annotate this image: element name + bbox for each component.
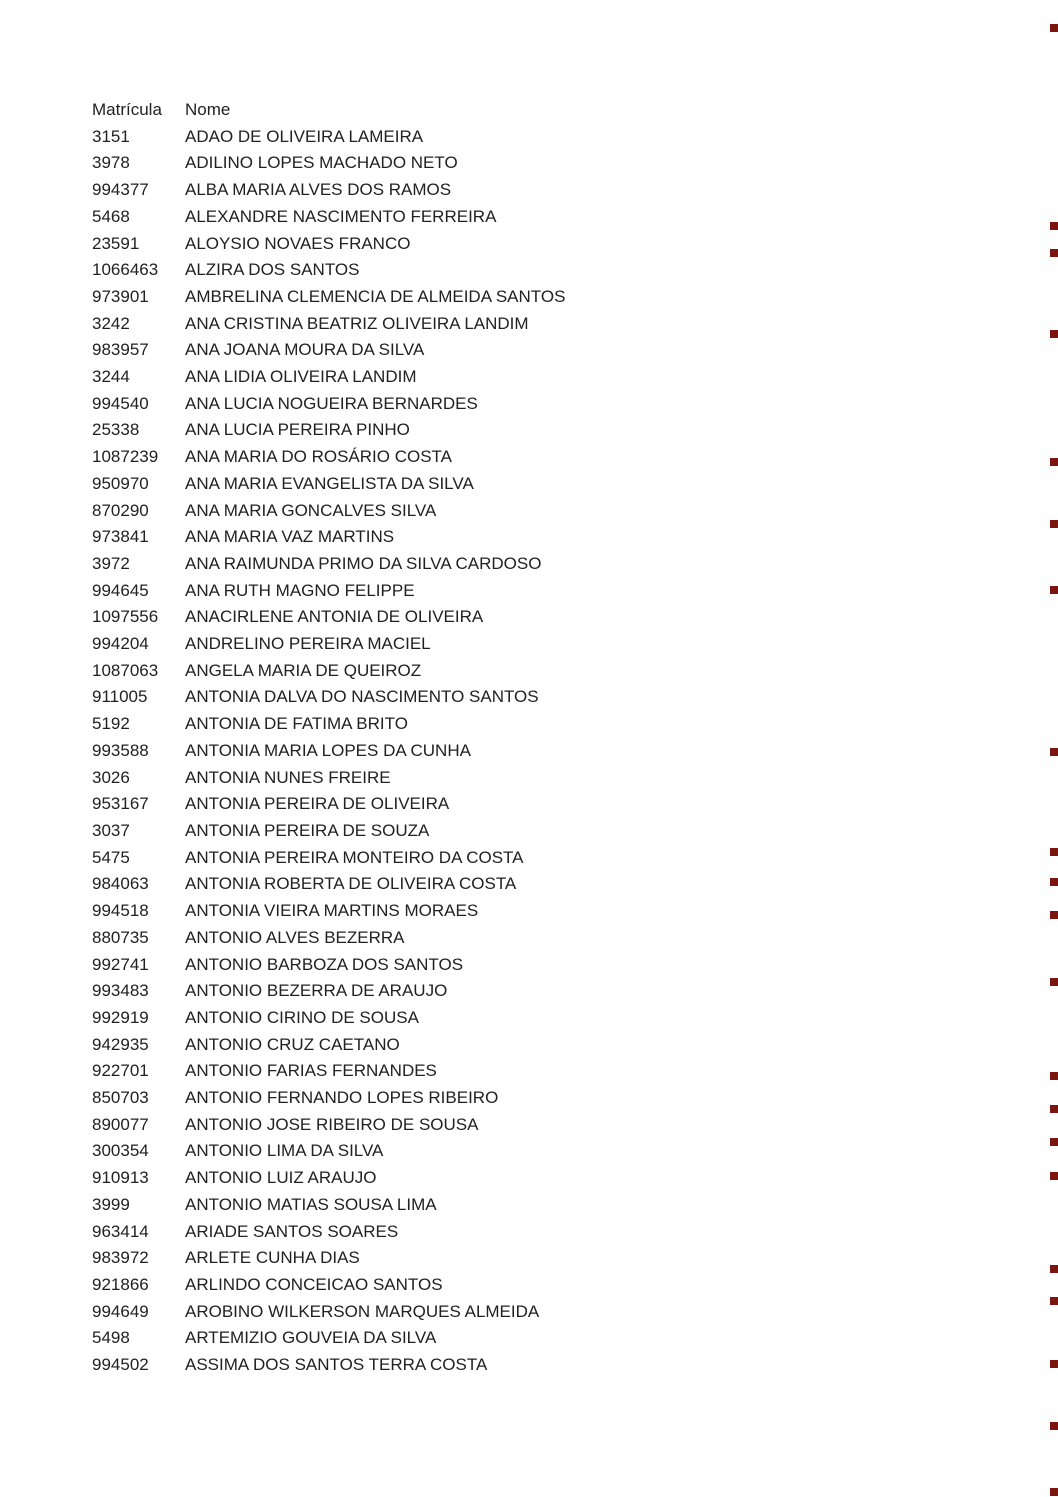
nome-cell: ANTONIA PEREIRA DE OLIVEIRA (185, 794, 450, 814)
column-header-matricula: Matrícula (92, 100, 162, 119)
table-row (92, 1245, 1058, 1272)
matricula-cell: 994649 (92, 1301, 149, 1321)
nome-cell: ANA MARIA GONCALVES SILVA (185, 500, 437, 520)
nome-cell: ANA CRISTINA BEATRIZ OLIVEIRA LANDIM (185, 313, 529, 333)
matricula-cell: 973841 (92, 527, 149, 547)
nome-cell: AROBINO WILKERSON MARQUES ALMEIDA (185, 1301, 540, 1321)
nome-cell: ARLETE CUNHA DIAS (185, 1248, 360, 1268)
matricula-cell: 1066463 (92, 260, 159, 280)
table-row (92, 952, 1058, 979)
table-row (92, 524, 1058, 551)
table-row (92, 871, 1058, 898)
red-edge-mark (1050, 249, 1058, 257)
matricula-cell: 983972 (92, 1248, 149, 1268)
nome-cell: ANTONIA VIEIRA MARTINS MORAES (185, 901, 479, 921)
nome-cell: ANA LUCIA NOGUEIRA BERNARDES (185, 393, 478, 413)
table-row (92, 978, 1058, 1005)
table-row (92, 604, 1058, 631)
nome-cell: ANTONIO MATIAS SOUSA LIMA (185, 1194, 437, 1214)
red-edge-mark (1050, 748, 1058, 756)
roster-table (92, 97, 1058, 1379)
table-row (92, 1058, 1058, 1085)
matricula-cell: 992741 (92, 954, 149, 974)
table-row (92, 284, 1058, 311)
nome-cell: ANA RUTH MAGNO FELIPPE (185, 580, 415, 600)
nome-cell: ANTONIO CRUZ CAETANO (185, 1034, 400, 1054)
red-edge-mark (1050, 1297, 1058, 1305)
table-row (92, 925, 1058, 952)
table-row (92, 1272, 1058, 1299)
matricula-cell: 5475 (92, 847, 130, 867)
matricula-cell: 983957 (92, 340, 149, 360)
table-row (92, 818, 1058, 845)
table-row (92, 1219, 1058, 1246)
nome-cell: ANTONIO FARIAS FERNANDES (185, 1061, 437, 1081)
matricula-cell: 994645 (92, 580, 149, 600)
matricula-cell: 942935 (92, 1034, 149, 1054)
nome-cell: ALOYSIO NOVAES FRANCO (185, 233, 411, 253)
table-row (92, 1299, 1058, 1326)
matricula-cell: 994204 (92, 634, 149, 654)
red-edge-mark (1050, 222, 1058, 230)
table-row (92, 684, 1058, 711)
nome-cell: ANA MARIA DO ROSÁRIO COSTA (185, 447, 453, 467)
nome-cell: ALZIRA DOS SANTOS (185, 260, 360, 280)
table-row (92, 765, 1058, 792)
matricula-cell: 300354 (92, 1141, 149, 1161)
red-edge-mark (1050, 458, 1058, 466)
table-row (92, 364, 1058, 391)
matricula-cell: 3972 (92, 553, 130, 573)
nome-cell: ANTONIA ROBERTA DE OLIVEIRA COSTA (185, 874, 517, 894)
table-row (92, 1165, 1058, 1192)
nome-cell: AMBRELINA CLEMENCIA DE ALMEIDA SANTOS (185, 286, 566, 306)
matricula-cell: 953167 (92, 794, 149, 814)
matricula-cell: 3151 (92, 126, 130, 146)
red-edge-mark (1050, 978, 1058, 986)
red-edge-mark (1050, 1172, 1058, 1180)
nome-cell: ANACIRLENE ANTONIA DE OLIVEIRA (185, 607, 484, 627)
table-row (92, 124, 1058, 151)
red-edge-mark (1050, 24, 1058, 32)
matricula-cell: 3999 (92, 1194, 130, 1214)
matricula-cell: 1087239 (92, 447, 159, 467)
table-row (92, 337, 1058, 364)
table-row (92, 498, 1058, 525)
table-row (92, 257, 1058, 284)
nome-cell: ANTONIO CIRINO DE SOUSA (185, 1007, 419, 1027)
matricula-cell: 890077 (92, 1114, 149, 1134)
nome-cell: ANTONIA MARIA LOPES DA CUNHA (185, 740, 471, 760)
red-edge-mark (1050, 1138, 1058, 1146)
nome-cell: ANDRELINO PEREIRA MACIEL (185, 634, 431, 654)
table-row (92, 738, 1058, 765)
red-edge-mark (1050, 848, 1058, 856)
nome-cell: ANTONIO LUIZ ARAUJO (185, 1168, 377, 1188)
matricula-cell: 3242 (92, 313, 130, 333)
matricula-cell: 3037 (92, 820, 130, 840)
nome-cell: ARTEMIZIO GOUVEIA DA SILVA (185, 1328, 437, 1348)
nome-cell: ARLINDO CONCEICAO SANTOS (185, 1274, 443, 1294)
matricula-cell: 984063 (92, 874, 149, 894)
red-edge-mark (1050, 586, 1058, 594)
table-header-row (92, 97, 1058, 124)
table-row (92, 845, 1058, 872)
table-body (92, 124, 1058, 1379)
table-row (92, 711, 1058, 738)
matricula-cell: 963414 (92, 1221, 149, 1241)
nome-cell: ANTONIO BARBOZA DOS SANTOS (185, 954, 464, 974)
nome-cell: ANTONIO JOSE RIBEIRO DE SOUSA (185, 1114, 479, 1134)
matricula-cell: 994502 (92, 1355, 149, 1375)
matricula-cell: 922701 (92, 1061, 149, 1081)
matricula-cell: 973901 (92, 286, 149, 306)
matricula-cell: 870290 (92, 500, 149, 520)
table-row (92, 658, 1058, 685)
nome-cell: ANTONIO ALVES BEZERRA (185, 927, 405, 947)
matricula-cell: 3026 (92, 767, 130, 787)
nome-cell: ANTONIA PEREIRA DE SOUZA (185, 820, 430, 840)
matricula-cell: 994377 (92, 180, 149, 200)
table-row (92, 791, 1058, 818)
nome-cell: ALBA MARIA ALVES DOS RAMOS (185, 180, 452, 200)
nome-cell: ANTONIO LIMA DA SILVA (185, 1141, 384, 1161)
matricula-cell: 5468 (92, 206, 130, 226)
red-edge-mark (1050, 1072, 1058, 1080)
nome-cell: ANTONIA NUNES FREIRE (185, 767, 391, 787)
table-row (92, 231, 1058, 258)
table-row (92, 1112, 1058, 1139)
nome-cell: ANA MARIA EVANGELISTA DA SILVA (185, 473, 474, 493)
red-edge-mark (1050, 1488, 1058, 1496)
matricula-cell: 910913 (92, 1168, 149, 1188)
matricula-cell: 5498 (92, 1328, 130, 1348)
table-row (92, 471, 1058, 498)
matricula-cell: 3978 (92, 153, 130, 173)
table-row (92, 391, 1058, 418)
matricula-cell: 994518 (92, 901, 149, 921)
nome-cell: ANGELA MARIA DE QUEIROZ (185, 660, 422, 680)
nome-cell: ADAO DE OLIVEIRA LAMEIRA (185, 126, 424, 146)
table-row (92, 551, 1058, 578)
matricula-cell: 25338 (92, 420, 140, 440)
table-row (92, 150, 1058, 177)
nome-cell: ALEXANDRE NASCIMENTO FERREIRA (185, 206, 497, 226)
column-header-nome: Nome (185, 100, 231, 119)
nome-cell: ANTONIO FERNANDO LOPES RIBEIRO (185, 1088, 499, 1108)
nome-cell: ANTONIA PEREIRA MONTEIRO DA COSTA (185, 847, 524, 867)
table-row (92, 1032, 1058, 1059)
red-edge-mark (1050, 1105, 1058, 1113)
table-row (92, 578, 1058, 605)
nome-cell: ANA LIDIA OLIVEIRA LANDIM (185, 367, 417, 387)
matricula-cell: 992919 (92, 1007, 149, 1027)
table-row (92, 1192, 1058, 1219)
red-edge-mark (1050, 911, 1058, 919)
matricula-cell: 23591 (92, 233, 140, 253)
matricula-cell: 993483 (92, 981, 149, 1001)
table-row (92, 1138, 1058, 1165)
matricula-cell: 850703 (92, 1088, 149, 1108)
matricula-cell: 1097556 (92, 607, 159, 627)
table-row (92, 1325, 1058, 1352)
matricula-cell: 1087063 (92, 660, 159, 680)
nome-cell: ANA LUCIA PEREIRA PINHO (185, 420, 410, 440)
nome-cell: ANA JOANA MOURA DA SILVA (185, 340, 425, 360)
nome-cell: ADILINO LOPES MACHADO NETO (185, 153, 458, 173)
matricula-cell: 5192 (92, 714, 130, 734)
red-edge-mark (1050, 1360, 1058, 1368)
nome-cell: ANTONIA DE FATIMA BRITO (185, 714, 408, 734)
matricula-cell: 921866 (92, 1274, 149, 1294)
red-edge-mark (1050, 330, 1058, 338)
matricula-cell: 3244 (92, 367, 130, 387)
table-row (92, 898, 1058, 925)
table-row (92, 177, 1058, 204)
nome-cell: ASSIMA DOS SANTOS TERRA COSTA (185, 1355, 488, 1375)
table-row (92, 1005, 1058, 1032)
nome-cell: ANA RAIMUNDA PRIMO DA SILVA CARDOSO (185, 553, 542, 573)
red-edge-mark (1050, 1422, 1058, 1430)
matricula-cell: 950970 (92, 473, 149, 493)
nome-cell: ANTONIA DALVA DO NASCIMENTO SANTOS (185, 687, 539, 707)
matricula-cell: 994540 (92, 393, 149, 413)
table-row (92, 204, 1058, 231)
red-edge-mark (1050, 520, 1058, 528)
nome-cell: ARIADE SANTOS SOARES (185, 1221, 399, 1241)
matricula-cell: 993588 (92, 740, 149, 760)
red-edge-mark (1050, 878, 1058, 886)
nome-cell: ANTONIO BEZERRA DE ARAUJO (185, 981, 448, 1001)
matricula-cell: 880735 (92, 927, 149, 947)
table-row (92, 311, 1058, 338)
red-edge-mark (1050, 1265, 1058, 1273)
table-row (92, 631, 1058, 658)
table-row (92, 417, 1058, 444)
matricula-cell: 911005 (92, 687, 148, 707)
table-row (92, 1352, 1058, 1379)
table-row (92, 1085, 1058, 1112)
nome-cell: ANA MARIA VAZ MARTINS (185, 527, 395, 547)
table-row (92, 444, 1058, 471)
